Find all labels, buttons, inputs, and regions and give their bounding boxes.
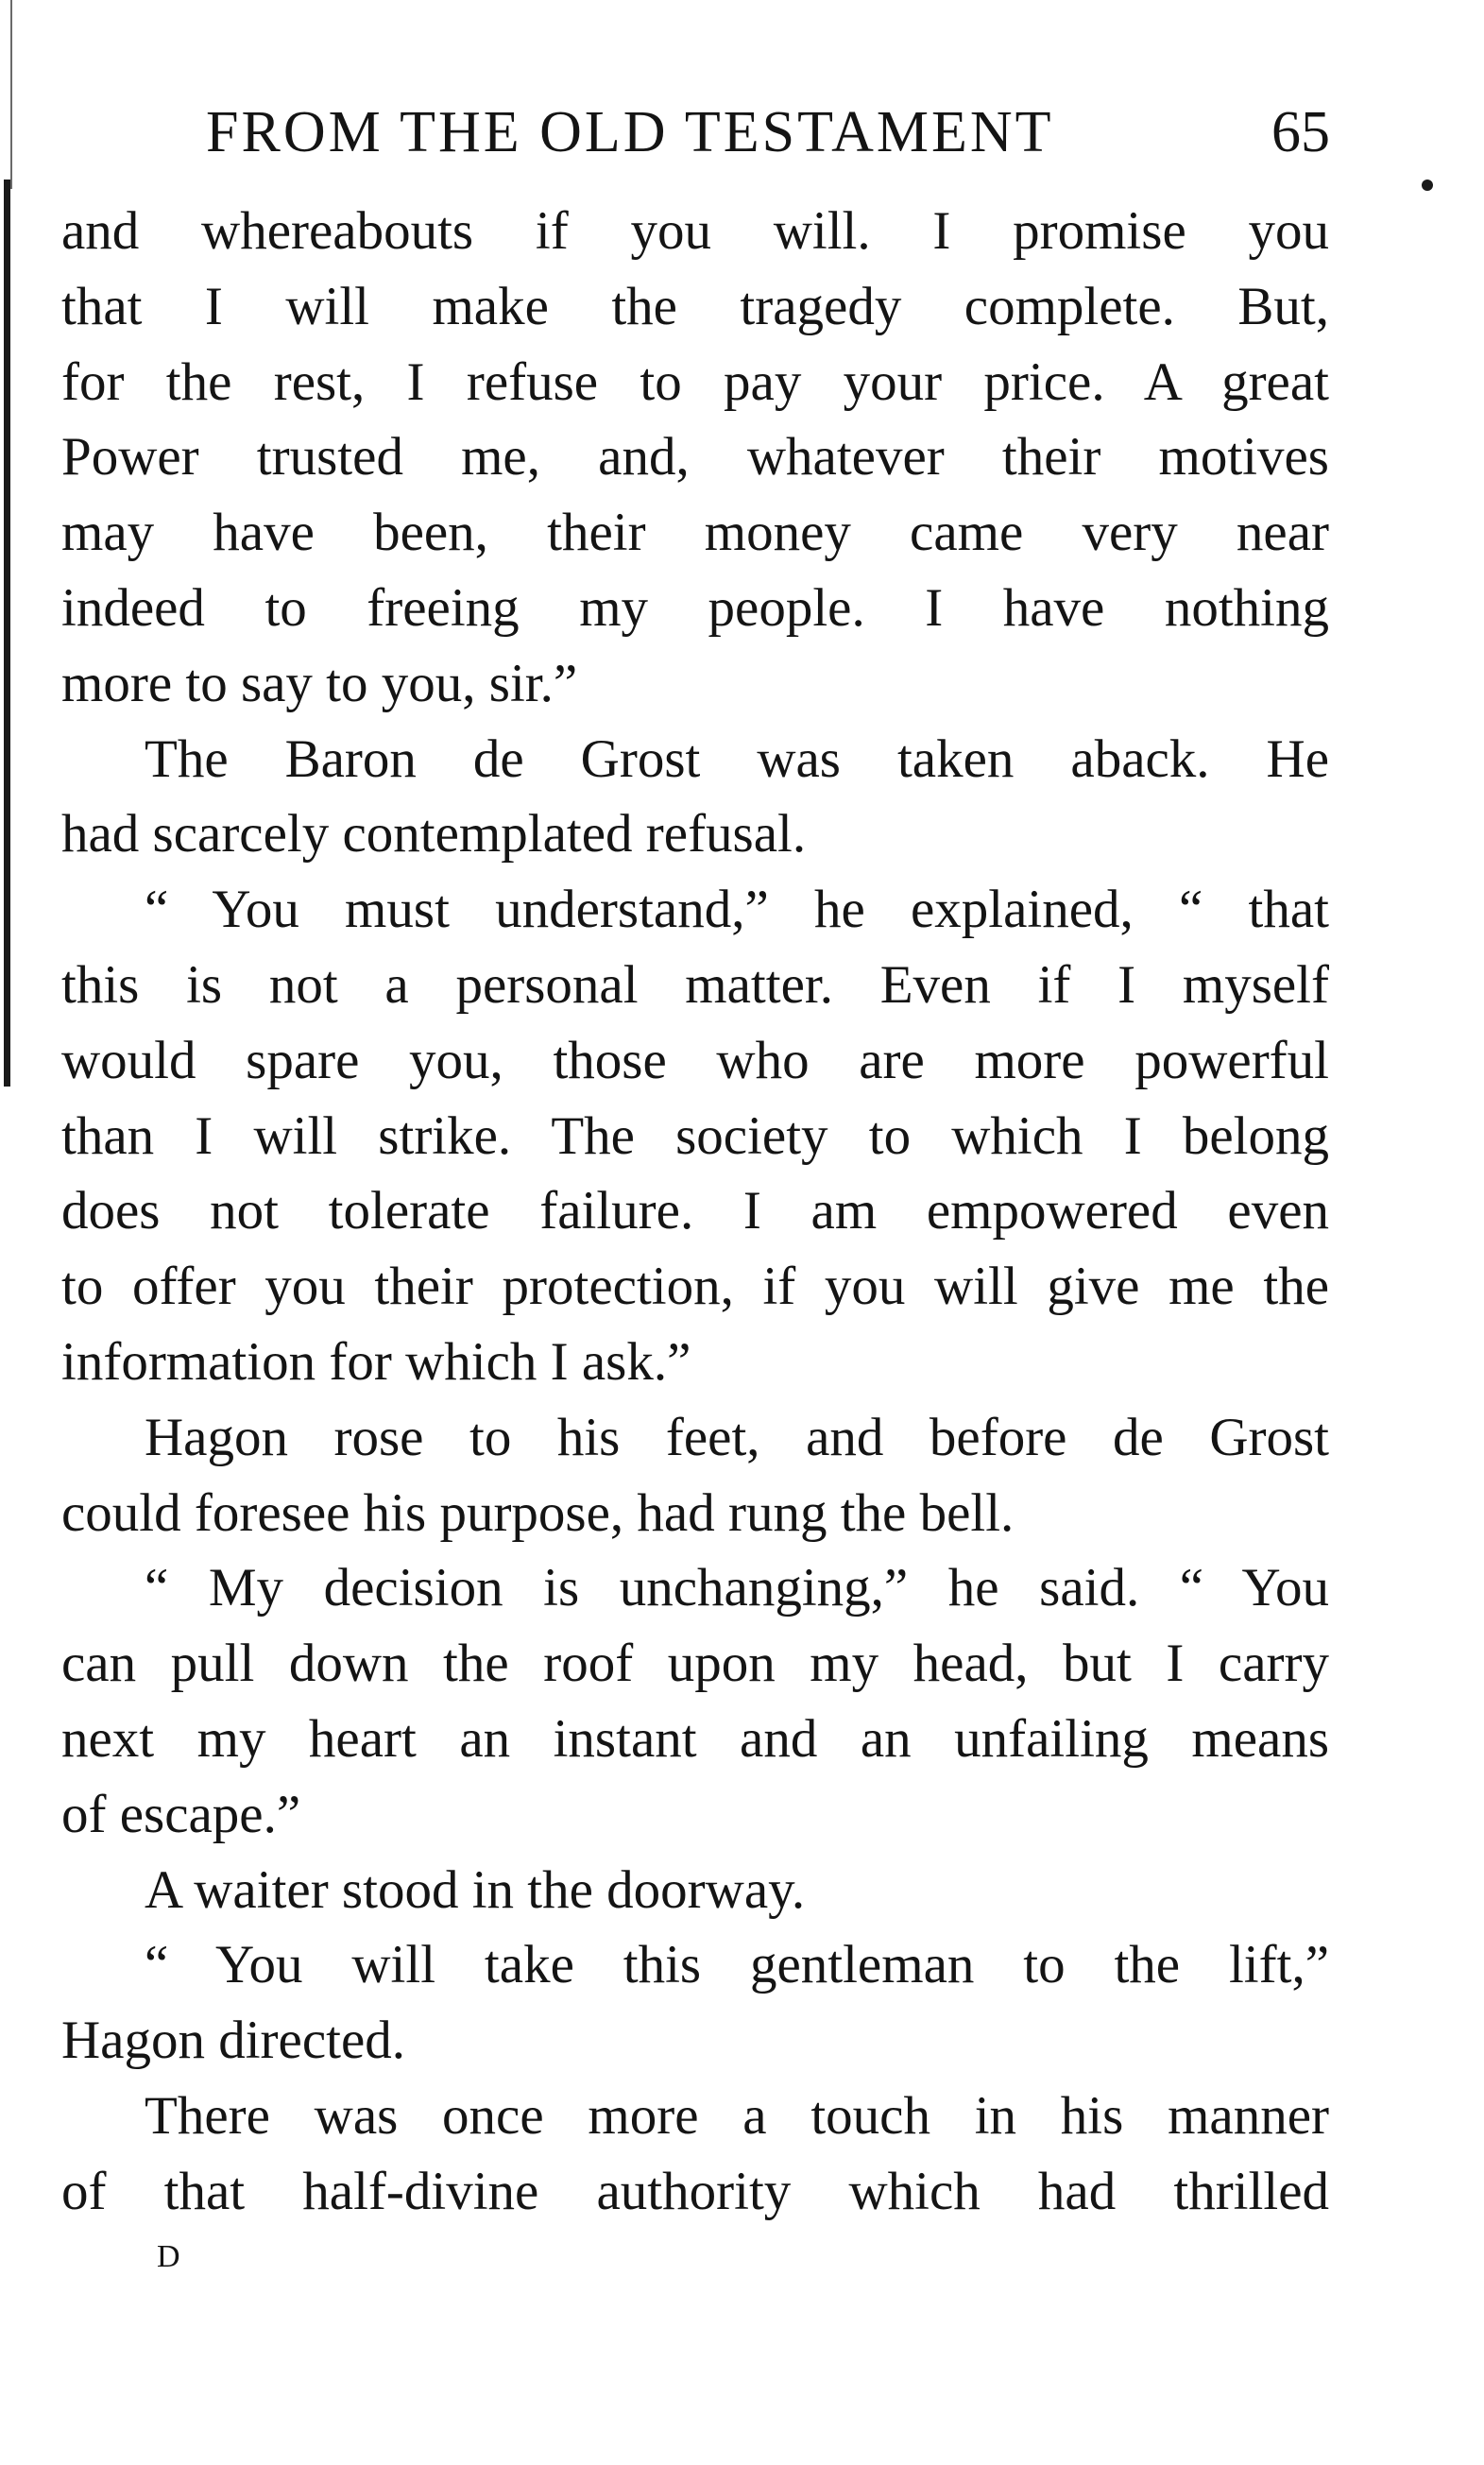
text-line: next my heart an instant and an unfailing means (61, 1708, 1329, 1769)
binding-edge (4, 180, 10, 1087)
text-line: more to say to you, sir.” (61, 653, 578, 713)
binding-edge-thin (10, 0, 12, 189)
text-line: “ You will take this gentleman to the lift,” (145, 1935, 1329, 1995)
running-head (206, 99, 1330, 175)
text-line: of escape.” (61, 1784, 301, 1844)
running-title: FROM THE OLD TESTAMENT (206, 100, 1054, 164)
body-text (61, 194, 1329, 2230)
print-speck (1422, 180, 1433, 191)
text-line: “ My decision is unchanging,” he said. “ You (145, 1558, 1329, 1618)
text-line: that I will make the tragedy complete. But, (61, 276, 1329, 336)
text-line: does not tolerate failure. I am empowered even (61, 1181, 1329, 1241)
text-line: to offer you their protection, if you will give me the (61, 1257, 1329, 1317)
text-line: for the rest, I refuse to pay your price. A great (61, 351, 1329, 412)
text-line: The Baron de Grost was taken aback. He (145, 728, 1329, 789)
text-line: would spare you, those who are more powerful (61, 1030, 1329, 1090)
text-line: than I will strike. The society to which I belong (61, 1105, 1329, 1166)
text-line: can pull down the roof upon my head, but I carry (61, 1634, 1329, 1694)
text-line: Hagon rose to his feet, and before de Grost (145, 1407, 1329, 1467)
text-line: and whereabouts if you will. I promise you (61, 201, 1329, 261)
text-line: may have been, their money came very near (61, 503, 1329, 563)
text-line: could foresee his purpose, had rung the bell. (61, 1482, 1015, 1543)
text-line: “ You must understand,” he explained, “ that (145, 880, 1329, 940)
text-line: had scarcely contemplated refusal. (61, 804, 807, 864)
text-line: this is not a personal matter. Even if I myself (61, 954, 1329, 1015)
text-line: There was once more a touch in his manner (145, 2085, 1329, 2146)
signature-mark: D (157, 2239, 182, 2274)
text-line: indeed to freeing my people. I have nothing (61, 577, 1329, 638)
text-line: Hagon directed. (61, 2011, 406, 2071)
text-line: information for which I ask.” (61, 1331, 691, 1392)
page-number: 65 (1271, 100, 1330, 164)
text-line: of that half-divine authority which had thrilled (61, 2161, 1329, 2221)
text-line: Power trusted me, and, whatever their motives (61, 427, 1329, 488)
text-line: A waiter stood in the doorway. (145, 1859, 806, 1920)
